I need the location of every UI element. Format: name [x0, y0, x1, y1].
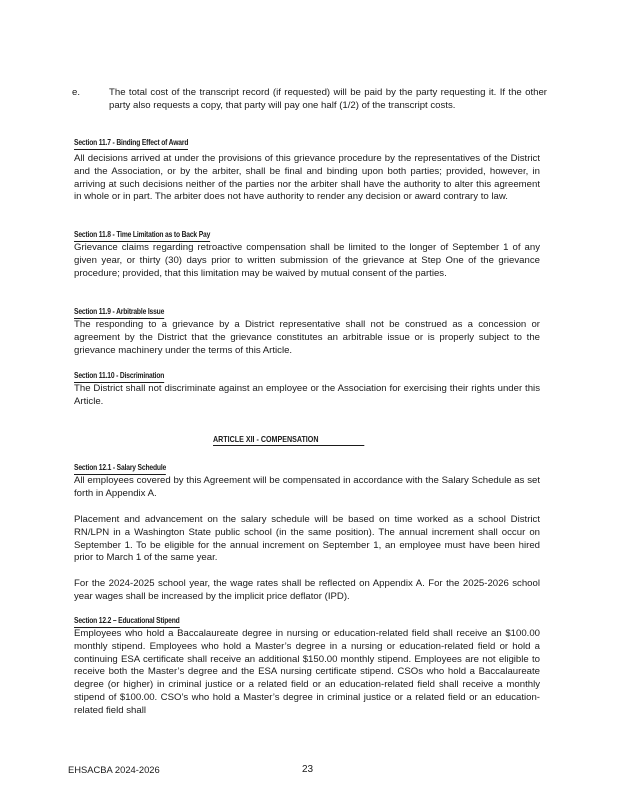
section-body-12-1-p2: Placement and advancement on the salary schedule will be based on time worked as a school District RN/LPN in a Washington State public school (in the same position). The annual increment shall occur on September 1. To be eligible for the annual increment on September 1, an employee must have been hired prior to March 1 of the same year.	[74, 514, 540, 564]
section-body-12-2: Employees who hold a Baccalaureate degree in nursing or education-related field shall receive an $100.00 monthly stipend. Employees who hold a Master’s degree in a nursing or education-related field or hold a continuing ESA certificate shall receive an additional $150.00 monthly stipend. Employees are not eligible to receive both the Master’s degree and the ESA nursing certificate stipend. CSOs who hold a Baccalaureate degree (or higher) in criminal justice or a related field or an education-related field shall receive a monthly stipend of $100.00. CSO’s who hold a Master’s degree in criminal justice or a related field or an education-related field shall	[74, 628, 540, 716]
section-body-12-1-p3: For the 2024-2025 school year, the wage rates shall be reflected on Appendix A. For the 2025-2026 school year wages shall be increased by the implicit price deflator (IPD).	[74, 578, 540, 602]
section-body-11-9: The responding to a grievance by a District representative shall not be construed as a concession or agreement by the District that the grievance constitutes an arbitrable issue or is properly subject to the grievance machinery under the terms of this Article.	[74, 319, 540, 356]
list-item-text: The total cost of the transcript record (if requested) will be paid by the party requesting it. If the other party also requests a copy, that party will pay one half (1/2) of the transcript costs.	[109, 87, 547, 111]
section-body-11-7: All decisions arrived at under the provisions of this grievance procedure by the representatives of the District and the Association, or by the arbiter, shall be final and binding upon both parties; provided, however, in arriving at such decisions neither of the parties nor the arbiter shall have the authority to alter this agreement in whole or in part. The arbiter does not have authority to render any decision or award contrary to law.	[74, 153, 540, 203]
section-heading-11-7: Section 11.7 - Binding Effect of Award	[74, 138, 188, 150]
footer-document-id: EHSACBA 2024-2026	[68, 764, 160, 775]
section-heading-12-1: Section 12.1 - Salary Schedule	[74, 463, 166, 475]
list-marker: e.	[72, 87, 81, 98]
section-heading-11-10: Section 11.10 - Discrimination	[74, 371, 164, 383]
section-heading-12-2: Section 12.2 – Educational Stipend	[74, 616, 180, 628]
section-body-11-8: Grievance claims regarding retroactive compensation shall be limited to the longer of September 1 of any given year, or thirty (30) days prior to written submission of the grievance at Step One of the grievance procedure; provided, that this limitation may be waived by mutual consent of the parties.	[74, 242, 540, 279]
section-body-12-1-p1: All employees covered by this Agreement will be compensated in accordance with the Salary Schedule as set forth in Appendix A.	[74, 475, 540, 499]
section-body-11-10: The District shall not discriminate against an employee or the Association for exercising their rights under this Article.	[74, 383, 540, 407]
section-heading-11-8: Section 11.8 - Time Limitation as to Back Pay	[74, 230, 210, 242]
list-item-e	[72, 86, 547, 112]
page-number: 23	[302, 764, 314, 775]
section-heading-11-9: Section 11.9 - Arbitrable Issue	[74, 307, 164, 319]
article-title: ARTICLE XII - COMPENSATION	[213, 434, 364, 446]
